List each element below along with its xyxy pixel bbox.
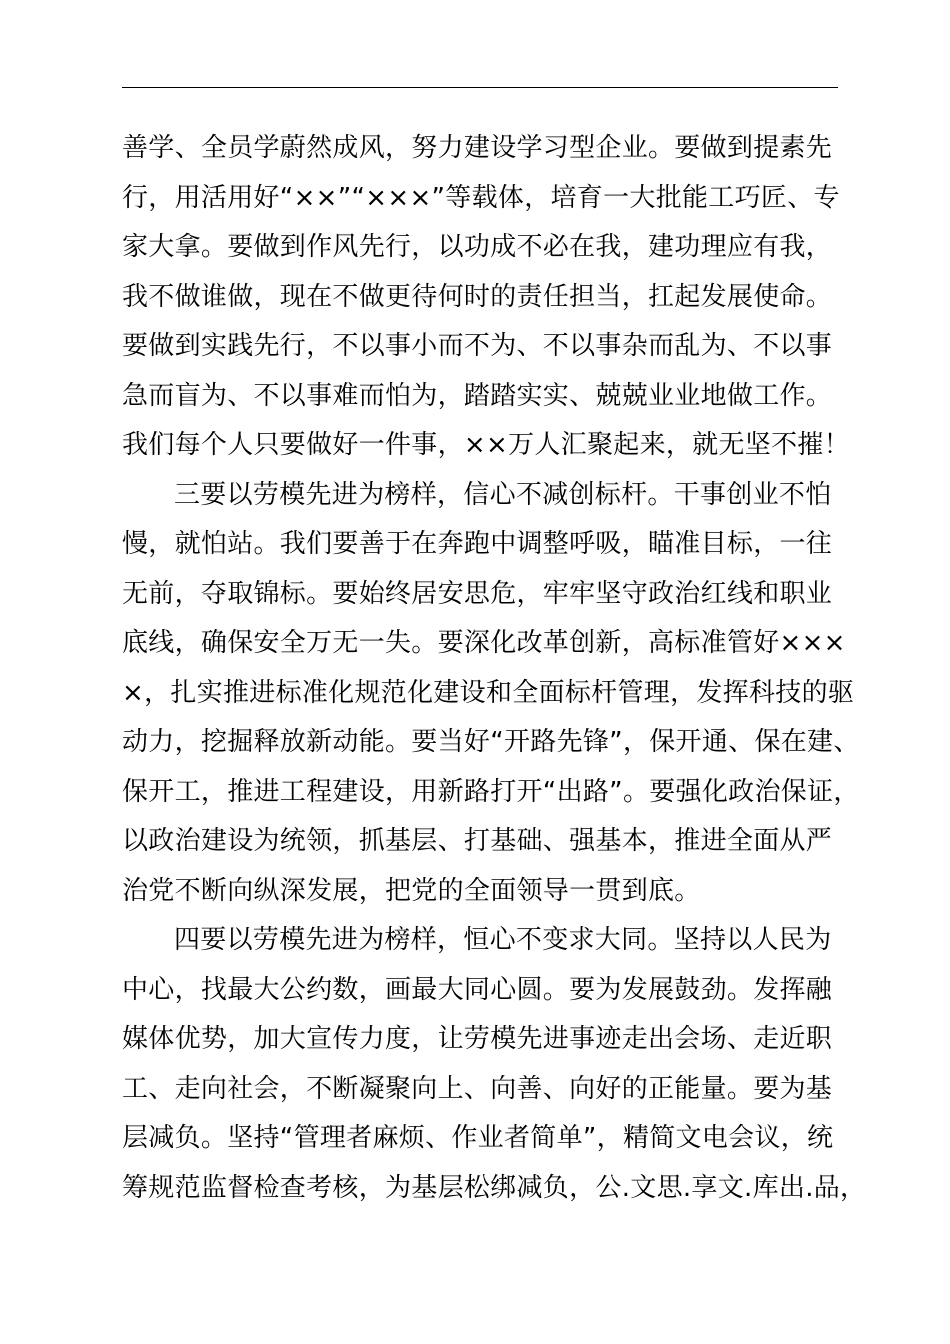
text-line: 层减负。坚持“管理者麻烦、作业者简单”，精简文电会议，统: [122, 1123, 834, 1153]
header-rule: [122, 87, 838, 88]
text-line: 三要以劳模先进为榜样，信心不减创标杆。干事创业不怕: [174, 479, 832, 510]
text-line: 我不做谁做，现在不做更待何时的责任担当，扛起发展使命。: [122, 281, 833, 312]
document-body: [122, 124, 867, 1213]
text-line: 媒体优势，加大宣传力度，让劳模先进事迹走出会场、走近职: [122, 1024, 833, 1054]
text-line: 四要以劳模先进为榜样，恒心不变求大同。坚持以人民为: [174, 925, 832, 955]
text-line: 要做到实践先行，不以事小而不为、不以事杂而乱为、不以事: [122, 331, 833, 361]
text-line: 筹规范监督检查考核，为基层松绑减负，公.文思.享文.库出.品，: [122, 1172, 867, 1203]
text-line: 急而盲为、不以事难而怕为，踏踏实实、兢兢业业地做工作。: [122, 380, 833, 411]
text-line: 保开工，推进工程建设，用新路打开“出路”。要强化政治保证，: [122, 776, 860, 807]
text-line: 动力，挖掘释放新动能。要当好“开路先锋”，保开通、保在建、: [122, 727, 860, 757]
text-line: 我们每个人只要做好一件事，××万人汇聚起来，就无坚不摧！: [122, 430, 850, 460]
text-line: 以政治建设为统领，抓基层、打基础、强基本，推进全面从严: [122, 826, 833, 856]
text-line: 工、走向社会，不断凝聚向上、向善、向好的正能量。要为基: [122, 1073, 833, 1104]
text-line: 中心，找最大公约数，画最大同心圆。要为发展鼓劲。发挥融: [122, 974, 833, 1005]
text-line: 家大拿。要做到作风先行，以功成不必在我，建功理应有我，: [122, 232, 833, 262]
text-line: 无前，夺取锦标。要始终居安思危，牢牢坚守政治红线和职业: [122, 578, 833, 609]
text-line: 慢，就怕站。我们要善于在奔跑中调整呼吸，瞄准目标，一往: [122, 529, 833, 559]
text-line: ×，扎实推进标准化规范化建设和全面标杆管理，发挥科技的驱: [122, 677, 855, 708]
text-line: 治党不断向纵深发展，把党的全面领导一贯到底。: [122, 875, 701, 906]
text-line: 行，用活用好“××”“×××”等载体，培育一大批能工巧匠、专: [122, 182, 840, 213]
text-line: 善学、全员学蔚然成风，努力建设学习型企业。要做到提素先: [122, 133, 833, 163]
text-line: 底线，确保安全万无一失。要深化改革创新，高标准管好×××: [122, 628, 846, 658]
